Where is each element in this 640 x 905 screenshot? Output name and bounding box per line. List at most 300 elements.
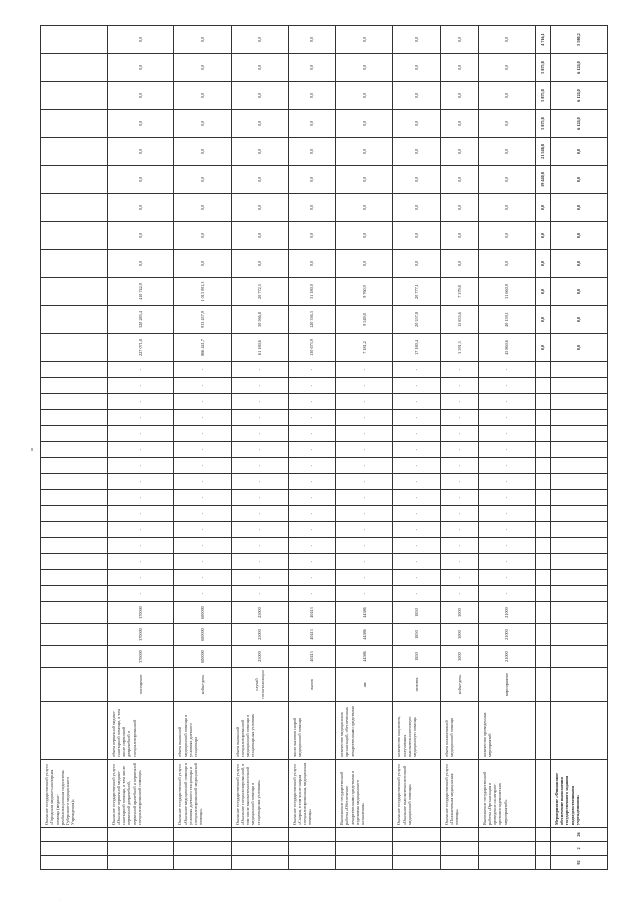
table-cell: - [393,458,441,474]
table-cell [550,506,607,522]
table-row [174,26,231,870]
table-cell: 120 336,3 [288,306,336,334]
table-cell [550,586,607,602]
table-cell [41,26,108,54]
table-cell [41,624,108,646]
table-cell: - [336,570,393,586]
table-cell: - [393,410,441,426]
footer-code2: 26 [550,828,607,842]
table-cell [550,646,607,668]
table-cell: 0,0 [440,26,478,54]
table-cell: - [393,394,441,410]
table-cell: - [107,522,174,538]
table-cell: 1 013 001,3 [174,278,231,306]
table-cell: 0,0 [231,110,288,138]
table-cell: - [440,474,478,490]
table-cell: 227 071,8 [107,334,174,362]
table-cell: - [107,426,174,442]
table-cell: - [478,458,535,474]
table-cell: 0,0 [535,194,550,222]
table-cell [107,856,174,870]
table-cell: - [107,458,174,474]
table-cell: - [478,394,535,410]
table-cell: - [231,394,288,410]
table-cell: 0,0 [478,166,535,194]
table-cell: 5 875,8 [535,82,550,110]
table-cell: 0,0 [440,166,478,194]
table-cell: объем оказанной медицинской помощи в условиях дневного стационара [174,702,231,760]
table-cell [478,842,535,856]
table-cell: - [440,490,478,506]
table-cell [41,362,108,378]
table-cell: 31 660,9 [478,278,535,306]
table-cell: 1850 [393,624,441,646]
table-cell: - [478,362,535,378]
table-cell: 0,0 [288,110,336,138]
table-cell: 44586 [336,646,393,668]
table-cell: - [478,490,535,506]
table-cell: 0,0 [535,278,550,306]
table-cell: - [440,458,478,474]
table-cell: - [231,506,288,522]
table-cell [174,856,231,870]
table-cell [336,856,393,870]
table-cell [440,828,478,842]
table-cell: 0,0 [478,194,535,222]
table-cell [41,842,108,856]
table-cell [550,522,607,538]
table-cell: койко-день [174,668,231,702]
table-cell: 7 379,8 [440,278,478,306]
table-cell: 0,0 [231,166,288,194]
table-cell: - [288,378,336,394]
table-row [440,26,478,870]
table-cell: количество проведенных мероприятий [478,702,535,760]
table-cell: 0,0 [174,82,231,110]
table-cell: 0,0 [336,54,393,82]
table-cell [41,334,108,362]
table-cell: 0,0 [478,54,535,82]
table-cell: 45 860,6 [478,334,535,362]
table-cell: 0,0 [478,250,535,278]
table-cell: - [336,458,393,474]
table-cell: мероприятие [478,668,535,702]
table-cell: 0,0 [535,306,550,334]
table-cell: шт. [336,668,393,702]
table-cell: 0,0 [550,306,607,334]
table-cell: 0,0 [107,166,174,194]
table-cell [41,668,108,702]
table-cell: - [478,426,535,442]
table-cell: число вызовов скорой медицинской помощи [288,702,336,760]
table-cell [550,426,607,442]
table-cell: - [174,362,231,378]
table-cell [550,442,607,458]
table-cell: - [288,554,336,570]
table-cell: - [107,586,174,602]
table-cell: 0,0 [440,138,478,166]
table-cell: 0,0 [393,222,441,250]
table-cell: 44586 [336,602,393,624]
table-cell: - [107,554,174,570]
table-cell [535,702,550,760]
table-cell: 21000 [478,602,535,624]
table-cell [174,828,231,842]
table-cell: 0,0 [288,54,336,82]
table-cell: 40 159,1 [478,306,535,334]
table-cell: - [107,490,174,506]
table-cell [478,856,535,870]
table-cell: количество пациентов, получивших высокотехнологичную медицинскую помощь [393,702,441,760]
table-cell: 410 742,9 [107,278,174,306]
footer-row [550,26,607,870]
table-cell: - [336,490,393,506]
table-cell [550,668,607,702]
table-cell [550,624,607,646]
table-cell: 0,0 [550,334,607,362]
table-cell: 0,0 [107,110,174,138]
table-cell: 0,0 [107,54,174,82]
table-cell: 7 181,2 [336,334,393,362]
table-cell [478,828,535,842]
table-cell: 21000 [478,646,535,668]
table-cell: - [393,538,441,554]
table-cell: 0,0 [107,194,174,222]
table-cell [550,474,607,490]
table-cell: - [336,554,393,570]
table-cell: 40413 [288,624,336,646]
table-cell: 600000 [174,602,231,624]
table-cell: - [231,362,288,378]
table-cell: 3 591,3 [440,334,478,362]
table-cell: 0,0 [288,82,336,110]
table-cell [41,306,108,334]
table-cell [535,506,550,522]
table-cell: - [288,490,336,506]
table-cell [41,138,108,166]
table-cell [550,394,607,410]
table-cell: - [288,570,336,586]
table-cell: - [478,378,535,394]
table-cell [535,426,550,442]
table-cell: - [478,410,535,426]
table-cell: 0,0 [288,250,336,278]
table-cell [41,474,108,490]
table-cell: 0,0 [393,26,441,54]
page-dot-mark: . [60,898,61,902]
table-cell [535,554,550,570]
table-cell: - [440,362,478,378]
table-cell: - [107,506,174,522]
footer-text: Мероприятие «Финансовое обеспечение выполнения государственного задания подведомственными учреждениями» [550,760,607,828]
table-cell: 0,0 [550,222,607,250]
table-cell: 0,0 [550,138,607,166]
table-cell [41,222,108,250]
table-cell: 25000 [231,624,288,646]
table-cell: 913 437,9 [174,306,231,334]
table-cell: - [288,362,336,378]
table-cell: - [107,378,174,394]
table-cell: - [393,506,441,522]
table-row [231,26,288,870]
table-cell: объем оказанной специализированной медицинской помощи в стационарных условиях [231,702,288,760]
table-cell [393,828,441,842]
table-cell: 0,0 [336,250,393,278]
table-cell: 370000 [107,646,174,668]
table-cell [288,856,336,870]
table-cell: Выполнение государственной работы «Обеспечение лекарственными средствами и изделиями медицинского назначения» [336,760,393,828]
table-cell: 0,0 [336,166,393,194]
table-cell: - [174,458,231,474]
table-cell: 6 124,0 [550,54,607,82]
table-cell [41,828,108,842]
table-cell: 25000 [231,646,288,668]
table-cell [550,702,607,760]
table-row [393,26,441,870]
table-cell: 0,0 [440,194,478,222]
table-row [41,26,108,870]
table-cell: 0,0 [174,222,231,250]
table-cell [231,856,288,870]
table-cell [336,828,393,842]
table-cell: 0,0 [393,250,441,278]
table-cell: 9 549,8 [336,306,393,334]
table-cell: - [174,394,231,410]
table-cell: 0,0 [440,222,478,250]
table-cell: - [288,394,336,410]
table-cell [41,506,108,522]
table-cell: 20 777,1 [393,278,441,306]
table-cell: - [478,506,535,522]
table-row [288,26,336,870]
table-cell: 0,0 [174,250,231,278]
table-cell [41,586,108,602]
table-cell: 0,0 [478,26,535,54]
table-cell: 0,0 [288,166,336,194]
table-cell: 21 548,8 [535,138,550,166]
table-cell: - [440,442,478,458]
table-cell: 0,0 [336,194,393,222]
table-cell: 6 124,0 [550,82,607,110]
table-cell: 0,0 [107,222,174,250]
table-cell [41,602,108,624]
table-cell [41,194,108,222]
table-cell [231,828,288,842]
table-cell: - [440,586,478,602]
table-cell [550,570,607,586]
table-cell [535,538,550,554]
table-row [336,26,393,870]
table-cell: - [336,522,393,538]
table-cell: - [288,426,336,442]
table-cell [41,166,108,194]
table-cell: 19 440,8 [535,166,550,194]
table-cell: - [478,474,535,490]
table-cell: 370000 [107,624,174,646]
table-cell: - [288,522,336,538]
table-cell: 0,0 [336,82,393,110]
table-cell: 0,0 [288,26,336,54]
table-cell: - [393,474,441,490]
table-cell: - [336,362,393,378]
table-cell: объем первичной медико-санитарной помощи, в том числе первичной доврачебной и специализированной [107,702,174,760]
table-cell [535,602,550,624]
table-cell: 866 441,7 [174,334,231,362]
table-cell: вызов [288,668,336,702]
table-cell [107,828,174,842]
table-cell [41,538,108,554]
table-cell: посещение [107,668,174,702]
table-cell: 0,0 [440,82,478,110]
table-cell [288,828,336,842]
table-cell: 0,0 [107,250,174,278]
table-cell [550,554,607,570]
table-cell: 0,0 [440,54,478,82]
table-cell: 0,0 [336,26,393,54]
table-cell: - [231,458,288,474]
table-cell [41,278,108,306]
table-cell [535,624,550,646]
budget-table [40,25,608,870]
table-cell: 1850 [393,602,441,624]
table-row [535,26,550,870]
table-cell: - [336,474,393,490]
table-cell: 40413 [288,646,336,668]
table-cell [440,842,478,856]
table-cell [535,490,550,506]
table-cell: - [393,490,441,506]
table-cell: - [336,442,393,458]
table-cell: 370000 [107,602,174,624]
table-cell: - [174,378,231,394]
table-cell [550,538,607,554]
table-cell: - [440,538,478,554]
table-cell: 0,0 [440,110,478,138]
table-cell: 0,0 [336,222,393,250]
table-cell: - [288,410,336,426]
table-cell: койко-день [440,668,478,702]
table-cell: 0,0 [393,54,441,82]
table-cell [41,426,108,442]
table-cell: Оказание государственной услуги «Скорая, в том числе скорая специализированная, медицинская помощь» [288,760,336,828]
table-cell: - [336,426,393,442]
table-cell: - [393,362,441,378]
table-cell: 0,0 [231,82,288,110]
table-cell: 0,0 [107,26,174,54]
table-cell: - [174,554,231,570]
table-cell: 0,0 [231,26,288,54]
table-cell: - [440,426,478,442]
table-cell [174,842,231,856]
table-cell: - [440,554,478,570]
table-cell: - [288,538,336,554]
table-cell: Оказание государственной услуги «Оказание медицинской помощи в условиях дневного стационара и специализированной медицинской помощи» [174,760,231,828]
table-cell [535,828,550,842]
table-cell: 3000 [440,624,478,646]
table-cell: 0,0 [440,250,478,278]
table-cell: Оказание государственной услуги «Оказание высокотехнологичной медицинской помощи» [393,760,441,828]
table-cell [550,362,607,378]
table-cell: 5 580,2 [550,26,607,54]
table-cell: - [174,522,231,538]
table-cell: 0,0 [231,222,288,250]
table-cell [535,362,550,378]
table-cell: 0,0 [174,138,231,166]
table-cell [41,702,108,760]
table-cell: 0,0 [288,194,336,222]
table-cell: - [231,474,288,490]
table-cell: 0,0 [393,166,441,194]
table-cell [288,842,336,856]
table-cell: - [174,586,231,602]
table-cell: - [288,586,336,602]
table-cell [41,378,108,394]
table-cell: 0,0 [174,166,231,194]
table-cell: 61 180,6 [231,334,288,362]
table-cell: - [174,538,231,554]
table-cell: Оказание государственной услуги «Городская медико-санитарная помощь (медико-реабилитационная подсистема Губернского медицинского Учреждения)» [41,760,108,828]
table-cell: - [336,378,393,394]
table-cell: 0,0 [288,222,336,250]
table-cell: - [336,410,393,426]
table-cell: 20 557,8 [393,306,441,334]
table-cell: 600000 [174,624,231,646]
table-cell [41,570,108,586]
table-cell: 0,0 [535,250,550,278]
table-cell: 4 716,1 [535,26,550,54]
table-cell: - [174,442,231,458]
table-cell [41,82,108,110]
table-cell: 600000 [174,646,231,668]
table-cell: 0,0 [535,334,550,362]
table-cell: - [440,506,478,522]
table-cell: 20 772,5 [231,278,288,306]
table-cell: 130 673,9 [288,334,336,362]
table-cell: - [107,442,174,458]
table-cell: 0,0 [174,194,231,222]
table-cell: - [231,490,288,506]
table-cell: - [336,394,393,410]
table-cell: 0,0 [174,110,231,138]
table-cell: Выполнение государственной работы «Организация и проведение санитарно-противоэпидемических мероприятий» [478,760,535,828]
table-cell: 17 180,4 [393,334,441,362]
table-cell: 15 835,6 [440,306,478,334]
table-cell: 0,0 [478,110,535,138]
table-row [107,26,174,870]
table-cell: - [288,506,336,522]
table-cell: - [478,538,535,554]
table-cell: 0,0 [550,166,607,194]
table-cell [41,110,108,138]
table-cell: 1850 [393,646,441,668]
table-cell [550,410,607,426]
table-cell [535,570,550,586]
table-cell: - [478,522,535,538]
table-cell: - [440,570,478,586]
table-cell [535,668,550,702]
table-cell: 44586 [336,624,393,646]
table-cell: - [231,410,288,426]
table-row [478,26,535,870]
table-cell [231,842,288,856]
table-cell: - [174,426,231,442]
table-cell: - [231,554,288,570]
table-cell [41,442,108,458]
table-cell: - [288,458,336,474]
table-cell: 0,0 [478,82,535,110]
table-cell [41,490,108,506]
table-cell: - [231,586,288,602]
